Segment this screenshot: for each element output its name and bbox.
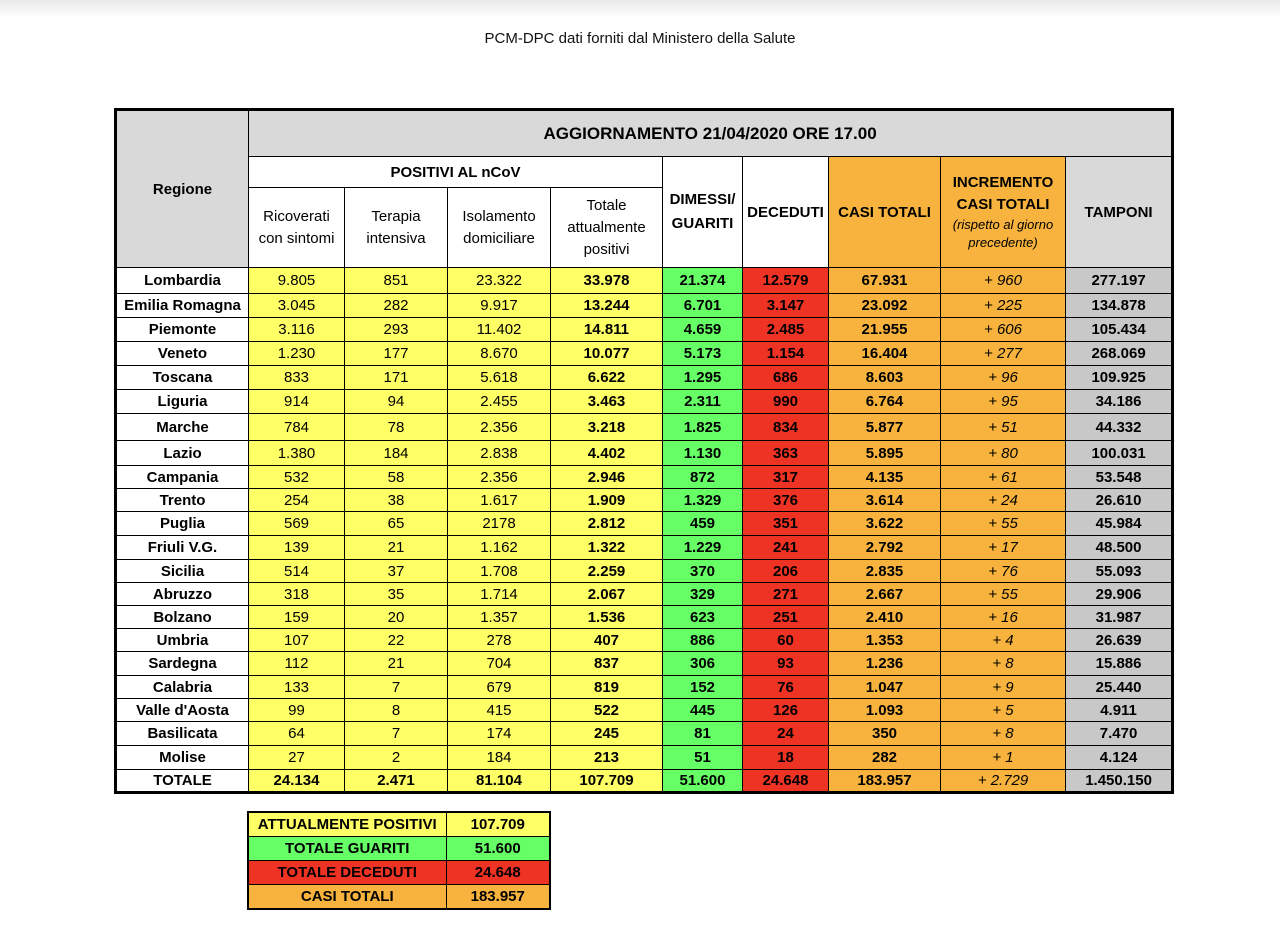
top-band: [0, 0, 1280, 18]
cell-tamponi: 48.500: [1066, 536, 1173, 560]
cell-incremento: + 95: [941, 390, 1066, 414]
cell-dimessi: 1.229: [663, 536, 743, 560]
cell-casi: 350: [829, 722, 941, 746]
cell-incremento: + 96: [941, 366, 1066, 390]
table-row: [116, 366, 1173, 390]
cell-incremento: + 16: [941, 606, 1066, 629]
cell-regione: Puglia: [116, 512, 249, 536]
totale-dimessi: 51.600: [663, 770, 743, 793]
cell-casi: 67.931: [829, 268, 941, 294]
cell-totale: 4.402: [551, 441, 663, 466]
cell-incremento: + 24: [941, 489, 1066, 512]
cell-deceduti: 376: [743, 489, 829, 512]
cell-isolamento: 2178: [448, 512, 551, 536]
cell-tamponi: 44.332: [1066, 414, 1173, 441]
cell-terapia: 21: [345, 536, 448, 560]
table-row: [116, 722, 1173, 746]
summary-value: 107.709: [446, 812, 550, 837]
totale-ricoverati: 24.134: [249, 770, 345, 793]
table-row: [116, 512, 1173, 536]
cell-isolamento: 704: [448, 652, 551, 676]
cell-dimessi: 4.659: [663, 318, 743, 342]
cell-regione: Sardegna: [116, 652, 249, 676]
header-incremento-note: (rispetto al giorno precedente): [952, 217, 1054, 250]
cell-casi: 1.353: [829, 629, 941, 652]
cell-totale: 14.811: [551, 318, 663, 342]
table-row: [116, 606, 1173, 629]
totale-row: [116, 770, 1173, 793]
totale-regione: TOTALE: [116, 770, 249, 793]
summary-row: [248, 812, 550, 837]
cell-deceduti: 990: [743, 390, 829, 414]
cell-totale: 837: [551, 652, 663, 676]
cell-terapia: 22: [345, 629, 448, 652]
cell-regione: Sicilia: [116, 560, 249, 583]
cell-dimessi: 2.311: [663, 390, 743, 414]
cell-casi: 1.093: [829, 699, 941, 722]
cell-deceduti: 12.579: [743, 268, 829, 294]
cell-isolamento: 1.714: [448, 583, 551, 606]
cell-incremento: + 4: [941, 629, 1066, 652]
cell-ricoverati: 3.116: [249, 318, 345, 342]
cell-dimessi: 51: [663, 746, 743, 770]
cell-ricoverati: 514: [249, 560, 345, 583]
cell-ricoverati: 64: [249, 722, 345, 746]
cell-isolamento: 9.917: [448, 294, 551, 318]
cell-isolamento: 8.670: [448, 342, 551, 366]
header-positivi: POSITIVI AL nCoV: [249, 157, 663, 188]
cell-tamponi: 26.610: [1066, 489, 1173, 512]
cell-casi: 1.236: [829, 652, 941, 676]
cell-tamponi: 55.093: [1066, 560, 1173, 583]
cell-regione: Abruzzo: [116, 583, 249, 606]
cell-totale: 819: [551, 676, 663, 699]
header-tamponi: TAMPONI: [1066, 157, 1173, 268]
cell-ricoverati: 569: [249, 512, 345, 536]
cell-terapia: 38: [345, 489, 448, 512]
cell-terapia: 184: [345, 441, 448, 466]
cell-isolamento: 1.617: [448, 489, 551, 512]
cell-terapia: 35: [345, 583, 448, 606]
header-dimessi: DIMESSI/ GUARITI: [663, 157, 743, 268]
cell-incremento: + 960: [941, 268, 1066, 294]
totale-incremento: + 2.729: [941, 770, 1066, 793]
cell-deceduti: 834: [743, 414, 829, 441]
cell-terapia: 58: [345, 466, 448, 489]
cell-regione: Basilicata: [116, 722, 249, 746]
cell-casi: 282: [829, 746, 941, 770]
cell-incremento: + 225: [941, 294, 1066, 318]
cell-ricoverati: 254: [249, 489, 345, 512]
cell-deceduti: 317: [743, 466, 829, 489]
cell-tamponi: 109.925: [1066, 366, 1173, 390]
cell-incremento: + 76: [941, 560, 1066, 583]
cell-tamponi: 4.124: [1066, 746, 1173, 770]
totale-isolamento: 81.104: [448, 770, 551, 793]
cell-totale: 2.067: [551, 583, 663, 606]
table-row: [116, 268, 1173, 294]
cell-casi: 5.895: [829, 441, 941, 466]
cell-regione: Campania: [116, 466, 249, 489]
cell-ricoverati: 139: [249, 536, 345, 560]
cell-dimessi: 21.374: [663, 268, 743, 294]
cell-tamponi: 29.906: [1066, 583, 1173, 606]
cell-tamponi: 15.886: [1066, 652, 1173, 676]
cell-totale: 13.244: [551, 294, 663, 318]
table-row: [116, 318, 1173, 342]
cell-dimessi: 886: [663, 629, 743, 652]
cell-deceduti: 3.147: [743, 294, 829, 318]
table-row: [116, 583, 1173, 606]
table-row: [116, 652, 1173, 676]
cell-ricoverati: 532: [249, 466, 345, 489]
table-row: [116, 536, 1173, 560]
cell-deceduti: 2.485: [743, 318, 829, 342]
cell-dimessi: 445: [663, 699, 743, 722]
cell-regione: Lazio: [116, 441, 249, 466]
cell-regione: Calabria: [116, 676, 249, 699]
cell-incremento: + 9: [941, 676, 1066, 699]
summary-row: [248, 861, 550, 885]
cell-incremento: + 80: [941, 441, 1066, 466]
totale-casi: 183.957: [829, 770, 941, 793]
table-row: [116, 699, 1173, 722]
cell-terapia: 282: [345, 294, 448, 318]
cell-deceduti: 206: [743, 560, 829, 583]
cell-casi: 1.047: [829, 676, 941, 699]
cell-dimessi: 152: [663, 676, 743, 699]
cell-regione: Bolzano: [116, 606, 249, 629]
header-aggiornamento: AGGIORNAMENTO 21/04/2020 ORE 17.00: [249, 110, 1173, 157]
cell-casi: 2.792: [829, 536, 941, 560]
summary-label: TOTALE DECEDUTI: [248, 861, 446, 885]
cell-deceduti: 126: [743, 699, 829, 722]
cell-tamponi: 7.470: [1066, 722, 1173, 746]
region-rows: [116, 268, 1173, 793]
table-row: [116, 676, 1173, 699]
cell-deceduti: 363: [743, 441, 829, 466]
cell-regione: Trento: [116, 489, 249, 512]
table-row: [116, 560, 1173, 583]
cell-casi: 2.410: [829, 606, 941, 629]
totale-deceduti: 24.648: [743, 770, 829, 793]
cell-tamponi: 25.440: [1066, 676, 1173, 699]
cell-isolamento: 278: [448, 629, 551, 652]
cell-ricoverati: 1.380: [249, 441, 345, 466]
cell-deceduti: 76: [743, 676, 829, 699]
cell-tamponi: 277.197: [1066, 268, 1173, 294]
table-row: [116, 489, 1173, 512]
cell-dimessi: 81: [663, 722, 743, 746]
summary-label: ATTUALMENTE POSITIVI: [248, 812, 446, 837]
cell-regione: Liguria: [116, 390, 249, 414]
cell-incremento: + 5: [941, 699, 1066, 722]
cell-casi: 3.622: [829, 512, 941, 536]
cell-incremento: + 17: [941, 536, 1066, 560]
totale-tamponi: 1.450.150: [1066, 770, 1173, 793]
cell-totale: 522: [551, 699, 663, 722]
cell-incremento: + 55: [941, 512, 1066, 536]
cell-deceduti: 351: [743, 512, 829, 536]
cell-tamponi: 134.878: [1066, 294, 1173, 318]
cell-ricoverati: 3.045: [249, 294, 345, 318]
cell-terapia: 37: [345, 560, 448, 583]
cell-ricoverati: 9.805: [249, 268, 345, 294]
cell-terapia: 8: [345, 699, 448, 722]
cell-regione: Lombardia: [116, 268, 249, 294]
cell-terapia: 78: [345, 414, 448, 441]
cell-isolamento: 5.618: [448, 366, 551, 390]
cell-totale: 3.463: [551, 390, 663, 414]
cell-totale: 33.978: [551, 268, 663, 294]
cell-isolamento: 2.455: [448, 390, 551, 414]
cell-tamponi: 105.434: [1066, 318, 1173, 342]
cell-totale: 10.077: [551, 342, 663, 366]
cell-dimessi: 1.130: [663, 441, 743, 466]
cell-incremento: + 606: [941, 318, 1066, 342]
header-ricoverati: Ricoverati con sintomi: [249, 188, 345, 268]
cell-deceduti: 241: [743, 536, 829, 560]
cell-incremento: + 51: [941, 414, 1066, 441]
cell-deceduti: 60: [743, 629, 829, 652]
totale-totale: 107.709: [551, 770, 663, 793]
cell-casi: 21.955: [829, 318, 941, 342]
cell-ricoverati: 914: [249, 390, 345, 414]
cell-totale: 2.946: [551, 466, 663, 489]
cell-deceduti: 251: [743, 606, 829, 629]
cell-ricoverati: 318: [249, 583, 345, 606]
cell-deceduti: 18: [743, 746, 829, 770]
cell-regione: Toscana: [116, 366, 249, 390]
covid-region-table: [114, 108, 1174, 794]
table-row: [116, 746, 1173, 770]
cell-casi: 4.135: [829, 466, 941, 489]
cell-dimessi: 370: [663, 560, 743, 583]
cell-casi: 5.877: [829, 414, 941, 441]
cell-ricoverati: 99: [249, 699, 345, 722]
cell-ricoverati: 107: [249, 629, 345, 652]
cell-regione: Marche: [116, 414, 249, 441]
cell-dimessi: 306: [663, 652, 743, 676]
cell-isolamento: 11.402: [448, 318, 551, 342]
cell-casi: 6.764: [829, 390, 941, 414]
table-row: [116, 414, 1173, 441]
cell-dimessi: 5.173: [663, 342, 743, 366]
cell-terapia: 65: [345, 512, 448, 536]
cell-tamponi: 31.987: [1066, 606, 1173, 629]
cell-isolamento: 1.162: [448, 536, 551, 560]
cell-dimessi: 1.295: [663, 366, 743, 390]
cell-casi: 23.092: [829, 294, 941, 318]
cell-terapia: 94: [345, 390, 448, 414]
cell-incremento: + 1: [941, 746, 1066, 770]
cell-casi: 8.603: [829, 366, 941, 390]
cell-isolamento: 415: [448, 699, 551, 722]
cell-totale: 3.218: [551, 414, 663, 441]
cell-regione: Umbria: [116, 629, 249, 652]
cell-ricoverati: 784: [249, 414, 345, 441]
cell-deceduti: 271: [743, 583, 829, 606]
cell-tamponi: 26.639: [1066, 629, 1173, 652]
cell-casi: 16.404: [829, 342, 941, 366]
cell-deceduti: 93: [743, 652, 829, 676]
cell-incremento: + 8: [941, 722, 1066, 746]
cell-terapia: 20: [345, 606, 448, 629]
summary-value: 183.957: [446, 885, 550, 910]
cell-dimessi: 6.701: [663, 294, 743, 318]
cell-regione: Friuli V.G.: [116, 536, 249, 560]
table-row: [116, 629, 1173, 652]
cell-deceduti: 1.154: [743, 342, 829, 366]
summary-row: [248, 885, 550, 910]
cell-tamponi: 45.984: [1066, 512, 1173, 536]
cell-regione: Molise: [116, 746, 249, 770]
cell-dimessi: 623: [663, 606, 743, 629]
cell-isolamento: 2.356: [448, 466, 551, 489]
source-caption: PCM-DPC dati forniti dal Ministero della Salute: [484, 30, 796, 47]
cell-incremento: + 8: [941, 652, 1066, 676]
cell-ricoverati: 27: [249, 746, 345, 770]
cell-tamponi: 34.186: [1066, 390, 1173, 414]
cell-terapia: 7: [345, 676, 448, 699]
table-row: [116, 294, 1173, 318]
cell-regione: Piemonte: [116, 318, 249, 342]
cell-totale: 245: [551, 722, 663, 746]
cell-isolamento: 2.356: [448, 414, 551, 441]
cell-dimessi: 329: [663, 583, 743, 606]
cell-casi: 2.835: [829, 560, 941, 583]
table-row: [116, 441, 1173, 466]
cell-dimessi: 872: [663, 466, 743, 489]
cell-isolamento: 184: [448, 746, 551, 770]
cell-incremento: + 55: [941, 583, 1066, 606]
header-casi-totali: CASI TOTALI: [829, 157, 941, 268]
cell-ricoverati: 159: [249, 606, 345, 629]
cell-ricoverati: 833: [249, 366, 345, 390]
cell-totale: 213: [551, 746, 663, 770]
cell-totale: 1.322: [551, 536, 663, 560]
cell-terapia: 177: [345, 342, 448, 366]
cell-totale: 2.259: [551, 560, 663, 583]
cell-regione: Valle d'Aosta: [116, 699, 249, 722]
header-incremento-title: INCREMENTO CASI TOTALI: [952, 174, 1054, 213]
cell-terapia: 7: [345, 722, 448, 746]
summary-row: [248, 837, 550, 861]
summary-label: TOTALE GUARITI: [248, 837, 446, 861]
table-row: [116, 390, 1173, 414]
summary-label: CASI TOTALI: [248, 885, 446, 910]
cell-casi: 3.614: [829, 489, 941, 512]
cell-terapia: 21: [345, 652, 448, 676]
cell-totale: 407: [551, 629, 663, 652]
header-regione: Regione: [116, 110, 249, 268]
cell-isolamento: 1.357: [448, 606, 551, 629]
cell-isolamento: 1.708: [448, 560, 551, 583]
cell-isolamento: 174: [448, 722, 551, 746]
cell-deceduti: 24: [743, 722, 829, 746]
cell-terapia: 171: [345, 366, 448, 390]
cell-totale: 2.812: [551, 512, 663, 536]
cell-casi: 2.667: [829, 583, 941, 606]
header-incremento: [941, 157, 1066, 268]
header-isolamento: Isolamento domiciliare: [448, 188, 551, 268]
cell-isolamento: 2.838: [448, 441, 551, 466]
totale-terapia: 2.471: [345, 770, 448, 793]
cell-ricoverati: 1.230: [249, 342, 345, 366]
cell-deceduti: 686: [743, 366, 829, 390]
header-totale-positivi: Totale attualmente positivi: [551, 188, 663, 268]
cell-isolamento: 679: [448, 676, 551, 699]
cell-totale: 6.622: [551, 366, 663, 390]
summary-value: 51.600: [446, 837, 550, 861]
table-row: [116, 342, 1173, 366]
cell-tamponi: 53.548: [1066, 466, 1173, 489]
cell-terapia: 851: [345, 268, 448, 294]
cell-incremento: + 277: [941, 342, 1066, 366]
cell-terapia: 2: [345, 746, 448, 770]
cell-totale: 1.909: [551, 489, 663, 512]
cell-tamponi: 268.069: [1066, 342, 1173, 366]
cell-totale: 1.536: [551, 606, 663, 629]
cell-regione: Emilia Romagna: [116, 294, 249, 318]
cell-ricoverati: 112: [249, 652, 345, 676]
cell-dimessi: 1.329: [663, 489, 743, 512]
header-deceduti: DECEDUTI: [743, 157, 829, 268]
summary-table: [247, 811, 551, 910]
table-row: [116, 466, 1173, 489]
cell-tamponi: 100.031: [1066, 441, 1173, 466]
cell-regione: Veneto: [116, 342, 249, 366]
cell-isolamento: 23.322: [448, 268, 551, 294]
cell-tamponi: 4.911: [1066, 699, 1173, 722]
summary-value: 24.648: [446, 861, 550, 885]
cell-ricoverati: 133: [249, 676, 345, 699]
cell-dimessi: 1.825: [663, 414, 743, 441]
cell-terapia: 293: [345, 318, 448, 342]
cell-incremento: + 61: [941, 466, 1066, 489]
header-terapia: Terapia intensiva: [345, 188, 448, 268]
cell-dimessi: 459: [663, 512, 743, 536]
